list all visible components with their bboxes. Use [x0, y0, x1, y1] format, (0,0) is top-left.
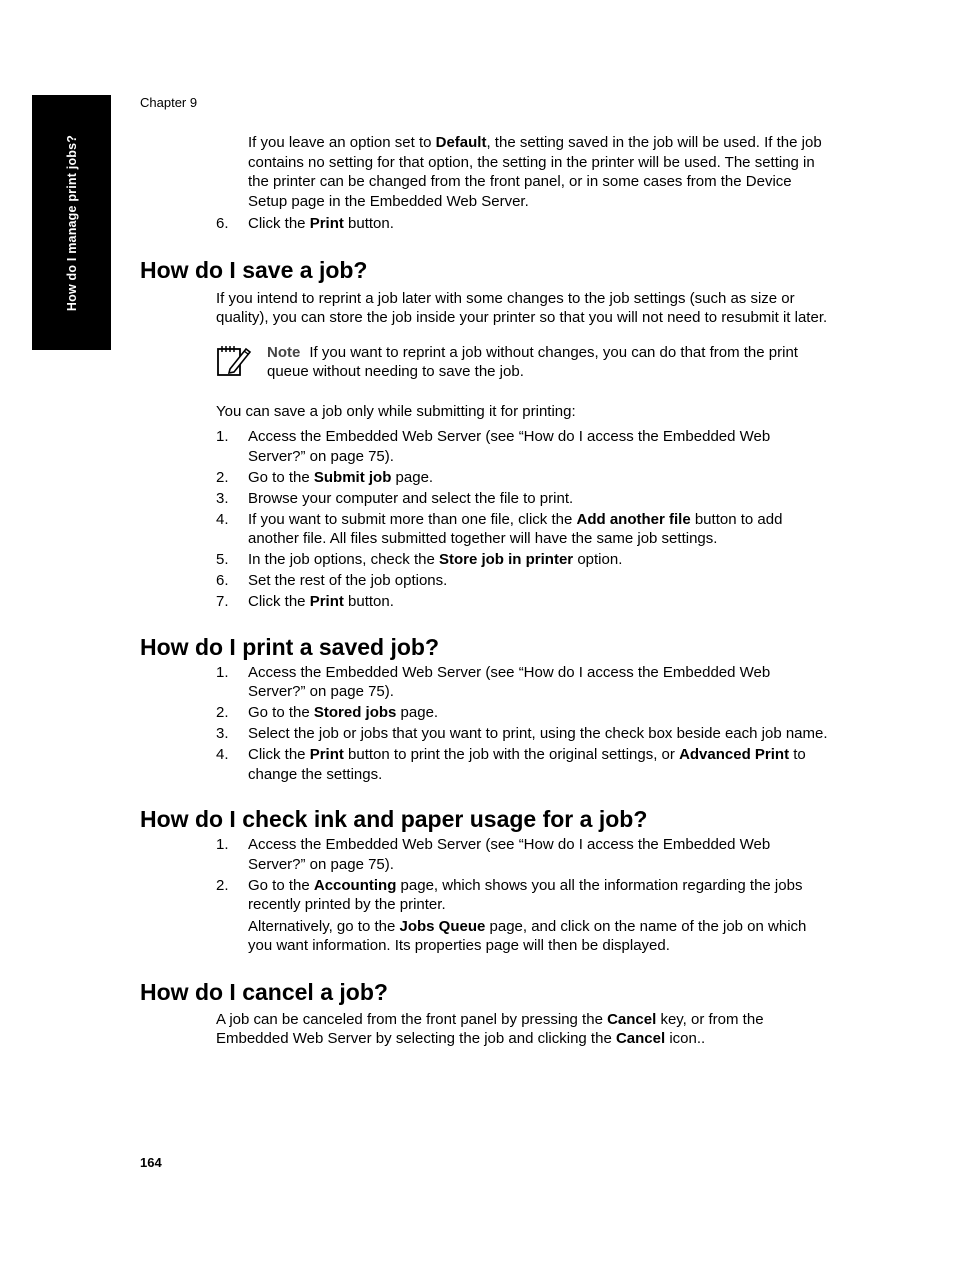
- list-item: 6. Click the Print button.: [216, 215, 394, 232]
- chapter-side-tab: [32, 95, 111, 350]
- list-item: 2. Go to the Accounting page, which shows you all the information regarding the jobs recently printed by the printer. Alternatively, go to the Jobs Queue page, and click on the name of the job on which you want information. Its properties page will then be displayed.: [216, 876, 830, 956]
- chapter-header: Chapter 9: [140, 95, 198, 110]
- ink-step-list: [216, 835, 830, 956]
- intro-paragraph: If you leave an option set to Default, the setting saved in the job will be used. If the job contains no setting for that option, the setting in the printer will be used. The setting in the printer can be changed from the front panel, or in some cases from the Device Setup page in the Embedded Web Server.: [248, 134, 822, 210]
- save-step-list: [216, 427, 830, 612]
- list-item: 3. Select the job or jobs that you want to print, using the check box beside each job name.: [216, 725, 828, 742]
- note-box: [216, 343, 830, 382]
- list-item: 1. Access the Embedded Web Server (see “How do I access the Embedded Web Server?” on page 75).: [216, 428, 771, 465]
- side-tab-label: How do I manage print jobs?: [64, 134, 79, 311]
- section-title-print-saved: How do I print a saved job?: [140, 633, 440, 660]
- section-title-cancel: How do I cancel a job?: [140, 978, 388, 1005]
- list-item: 6. Set the rest of the job options.: [216, 572, 448, 589]
- list-item: 2. Go to the Stored jobs page.: [216, 704, 439, 721]
- save-lead: You can save a job only while submitting it for printing:: [216, 402, 576, 420]
- cancel-paragraph: A job can be canceled from the front panel by pressing the Cancel key, or from the Embedded Web Server by selecting the job and clicking the Cancel icon..: [216, 1010, 764, 1047]
- list-item: 1. Access the Embedded Web Server (see “How do I access the Embedded Web Server?” on page 75).: [216, 836, 771, 873]
- note-text: Note If you want to reprint a job without changes, you can do that from the print queue without needing to save the job.: [267, 343, 798, 380]
- section-title-ink: How do I check ink and paper usage for a job?: [140, 806, 648, 832]
- list-item: 2. Go to the Submit job page.: [216, 468, 434, 486]
- intro-step-list: [216, 214, 830, 234]
- print-saved-step-list: [216, 663, 830, 785]
- page-number: 164: [140, 1155, 162, 1170]
- section-title-save: How do I save a job?: [140, 256, 368, 283]
- list-item: 7. Click the Print button.: [216, 593, 394, 610]
- note-pencil-icon: [216, 343, 252, 379]
- save-intro: If you intend to reprint a job later with some changes to the job settings (such as size or quality), you can store the job inside your printer so that you will not need to resubmit it later.: [216, 289, 828, 326]
- ink-alternative: Alternatively, go to the Jobs Queue page, and click on the name of the job on which you want information. Its properties page will then be displayed.: [248, 917, 807, 954]
- list-item: 4. Click the Print button to print the job with the original settings, or Advanced Print to change the settings.: [216, 746, 806, 783]
- list-item: 1. Access the Embedded Web Server (see “How do I access the Embedded Web Server?” on page 75).: [216, 663, 771, 700]
- list-item: 5. In the job options, check the Store job in printer option.: [216, 551, 623, 568]
- list-item: 4. If you want to submit more than one file, click the Add another file button to add another file. All files submitted together will have the same job settings.: [216, 510, 783, 547]
- page-content: [140, 133, 830, 1049]
- list-item: 3. Browse your computer and select the file to print.: [216, 489, 574, 507]
